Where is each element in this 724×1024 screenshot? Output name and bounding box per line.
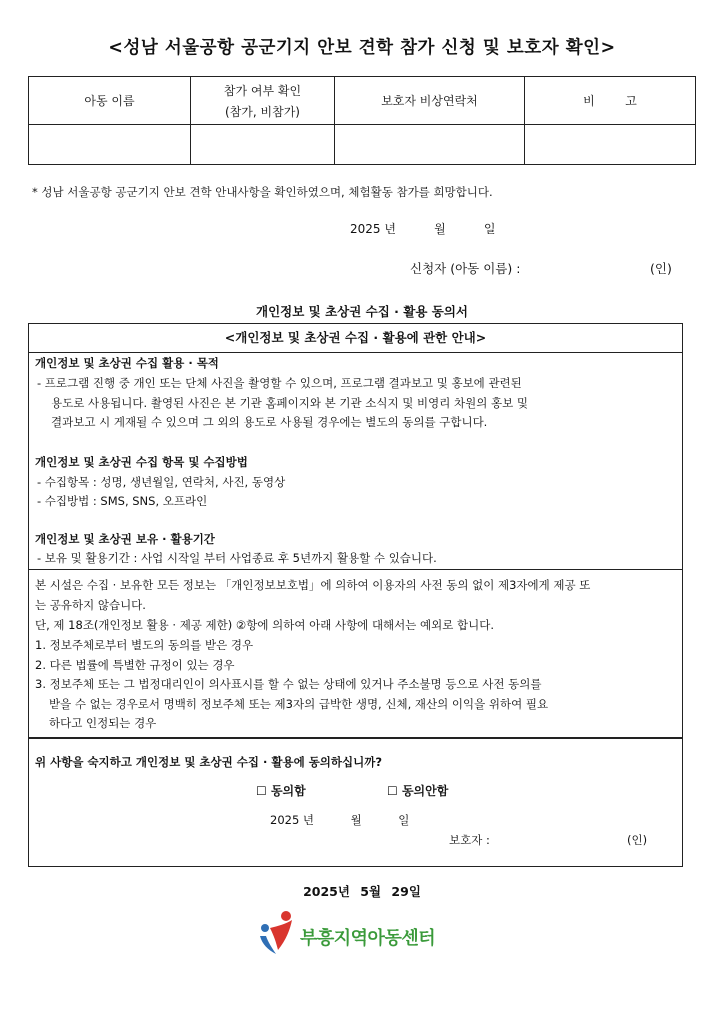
disagree-label: 동의안함 [401, 784, 449, 798]
child-name-cell[interactable] [29, 125, 191, 165]
logo-icon [256, 908, 300, 958]
header-participation [191, 77, 335, 125]
third-party-line: 단, 제 18조(개인정보 활용 · 제공 제한) ②항에 의하여 아래 사항에 대해서는 예외로 합니다. [35, 618, 494, 632]
applicant-seal: (인) [650, 261, 672, 276]
items-line: - 수집방법 : SMS, SNS, 오프라인 [37, 494, 208, 508]
third-party-line: 는 공유하지 않습니다. [35, 598, 146, 612]
agree-option[interactable] [256, 782, 306, 799]
agreement-section [28, 737, 683, 867]
logo-text: 부흥지역아동센터 [300, 928, 436, 949]
retention-heading: 개인정보 및 초상권 보유 · 활용기간 [35, 532, 215, 546]
header-remarks: 비 고 [525, 77, 696, 125]
guide-section-third-party [28, 569, 683, 739]
items-line: - 수집항목 : 성명, 생년월일, 연락처, 사진, 동영상 [37, 475, 286, 489]
agreement-question: 위 사항을 숙지하고 개인정보 및 초상권 수집 · 활용에 동의하십니까? [35, 755, 383, 769]
application-date: 2025 년 월 일 [350, 222, 496, 236]
header-participation-label: 참가 여부 확인 [223, 83, 302, 98]
checkbox-icon[interactable]: ☐ [387, 784, 398, 798]
header-child-name: 아동 이름 [29, 77, 191, 125]
emergency-contact-cell[interactable] [335, 125, 525, 165]
page-title: <성남 서울공항 공군기지 안보 견학 참가 신청 및 보호자 확인> [108, 38, 616, 58]
guardian-label: 보호자 : [449, 833, 490, 847]
purpose-line: - 프로그램 진행 중 개인 또는 단체 사진을 촬영할 수 있으며, 프로그램 결과보고 및 홍보에 관련된 [37, 376, 522, 390]
third-party-line: 받을 수 없는 경우로서 명백히 정보주체 또는 제3자의 급박한 생명, 신체, 재산의 이익을 위하여 필요 [49, 697, 549, 711]
third-party-line: 2. 다른 법률에 특별한 규정이 있는 경우 [35, 658, 235, 672]
purpose-heading: 개인정보 및 초상권 수집 활용 · 목적 [35, 356, 219, 370]
purpose-line: 결과보고 시 게재될 수 있으며 그 외의 용도로 사용될 경우에는 별도의 동의를 구합니다. [51, 415, 488, 429]
table-header-row [29, 77, 696, 125]
disagree-option[interactable] [387, 782, 448, 799]
header-emergency-contact: 보호자 비상연락처 [335, 77, 525, 125]
third-party-line: 3. 정보주체 또는 그 법정대리인이 의사표시를 할 수 없는 상태에 있거나 주소불명 등으로 사전 동의를 [35, 677, 542, 691]
consent-title: 개인정보 및 초상권 수집 · 활용 동의서 [256, 304, 468, 319]
footer-date: 2025년 5월 29일 [303, 884, 421, 899]
third-party-line: 본 시설은 수집 · 보유한 모든 정보는 「개인정보보호법」에 의하여 이용자의 사전 동의 없이 제3자에게 제공 또 [35, 578, 591, 592]
retention-line: - 보유 및 활용기간 : 사업 시작일 부터 사업종료 후 5년까지 활용할 수 있습니다. [37, 551, 437, 565]
guide-title: <개인정보 및 초상권 수집 · 활용에 관한 안내> [28, 323, 683, 353]
guardian-seal: (인) [627, 833, 648, 847]
agree-label: 동의함 [270, 784, 306, 798]
applicant-label: 신청자 (아동 이름) : [410, 261, 521, 276]
participation-cell[interactable] [191, 125, 335, 165]
agreement-date: 2025 년 월 일 [270, 813, 410, 827]
purpose-line: 용도로 사용됩니다. 촬영된 사진은 본 기관 홈페이지와 본 기관 소식지 및 비영리 차원의 홍보 및 [51, 396, 528, 410]
guide-section-purpose [28, 351, 683, 570]
application-table [28, 76, 696, 165]
remarks-cell[interactable] [525, 125, 696, 165]
notice-text: * 성남 서울공항 공군기지 안보 견학 안내사항을 확인하였으며, 체험활동 참가를 희망합니다. [32, 185, 493, 199]
third-party-line: 하다고 인정되는 경우 [49, 716, 157, 730]
checkbox-icon[interactable]: ☐ [256, 784, 267, 798]
header-participation-sub: (참가, 비참가) [225, 104, 300, 119]
items-heading: 개인정보 및 초상권 수집 항목 및 수집방법 [35, 455, 248, 469]
center-logo [256, 908, 456, 958]
table-row [29, 125, 696, 165]
third-party-line: 1. 정보주체로부터 별도의 동의를 받은 경우 [35, 638, 254, 652]
